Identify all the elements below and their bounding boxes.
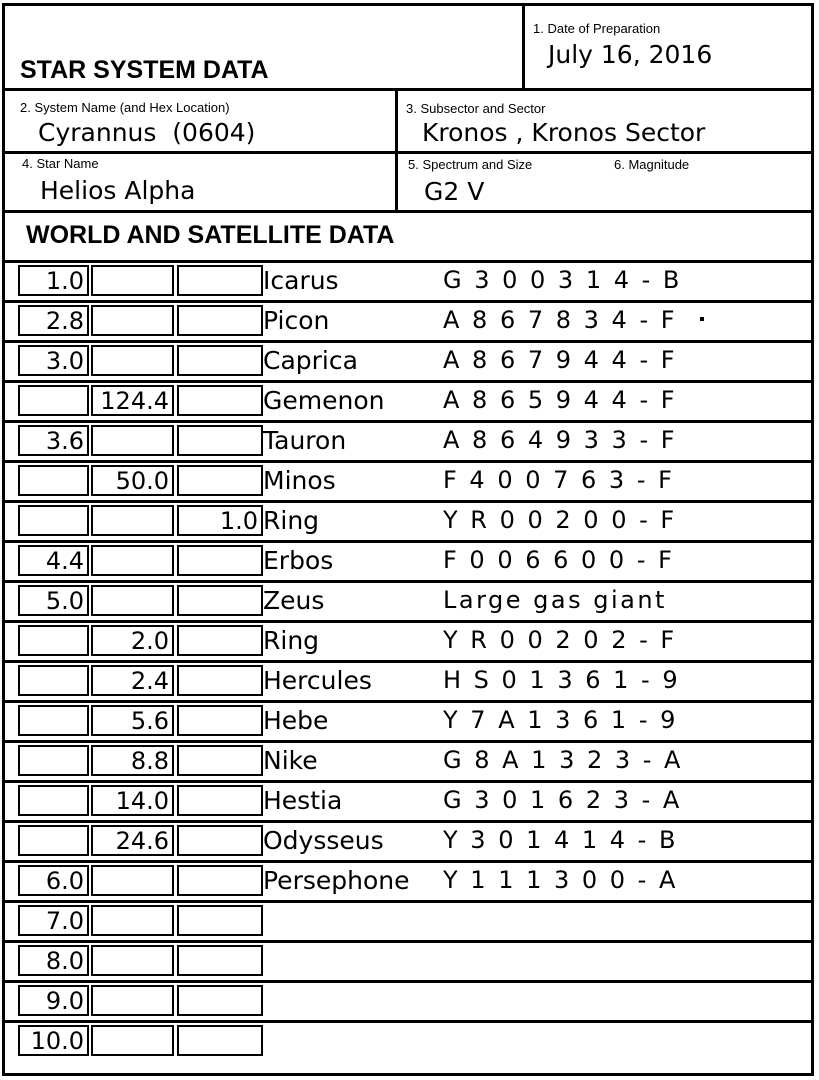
world-name: Hercules — [263, 666, 372, 695]
rule — [5, 88, 811, 91]
ring-orbit-box — [177, 305, 263, 336]
sector-label: 3. Subsector and Sector — [406, 101, 546, 116]
world-row — [5, 623, 811, 660]
ring-orbit-box — [177, 825, 263, 856]
ring-orbit-box — [177, 745, 263, 776]
satellite-orbit-box — [91, 865, 174, 896]
form-title: STAR SYSTEM DATA — [20, 56, 269, 84]
satellite-orbit-box: 24.6 — [91, 825, 174, 856]
satellite-orbit-box — [91, 1025, 174, 1056]
ring-orbit-box — [177, 585, 263, 616]
orbit-box: 1.0 — [18, 265, 89, 296]
world-name: Hestia — [263, 786, 343, 815]
ring-orbit-box: 1.0 — [177, 505, 263, 536]
world-row — [5, 263, 811, 300]
rule — [5, 210, 811, 213]
satellite-orbit-box — [91, 305, 174, 336]
orbit-box: 8.0 — [18, 945, 89, 976]
world-row — [5, 783, 811, 820]
world-name: Erbos — [263, 546, 334, 575]
ring-orbit-box — [177, 665, 263, 696]
world-name: Ring — [263, 626, 320, 655]
world-row — [5, 943, 811, 980]
world-row — [5, 383, 811, 420]
world-name: Zeus — [263, 586, 325, 615]
orbit-box: 3.0 — [18, 345, 89, 376]
satellite-orbit-box: 124.4 — [91, 385, 174, 416]
world-row — [5, 343, 811, 380]
satellite-orbit-box: 2.0 — [91, 625, 174, 656]
satellite-orbit-box — [91, 585, 174, 616]
world-row — [5, 983, 811, 1020]
ring-orbit-box — [177, 945, 263, 976]
world-profile: Y 1 1 1 3 0 0 - A — [443, 866, 678, 894]
world-row — [5, 503, 811, 540]
orbit-box — [18, 785, 89, 816]
world-profile: Y R 0 0 2 0 0 - F — [443, 506, 677, 534]
world-row — [5, 823, 811, 860]
satellite-orbit-box: 14.0 — [91, 785, 174, 816]
world-profile: A 8 6 7 9 4 4 - F — [443, 346, 678, 374]
world-row — [5, 703, 811, 740]
world-profile: G 8 A 1 3 2 3 - A — [443, 746, 683, 774]
system-name-label: 2. System Name (and Hex Location) — [20, 100, 230, 115]
satellite-orbit-box — [91, 945, 174, 976]
ring-orbit-box — [177, 905, 263, 936]
ring-orbit-box — [177, 785, 263, 816]
world-name: Minos — [263, 466, 336, 495]
satellite-orbit-box — [91, 985, 174, 1016]
orbit-box: 3.6 — [18, 425, 89, 456]
world-name: Hebe — [263, 706, 329, 735]
world-name: Ring — [263, 506, 320, 535]
ring-orbit-box — [177, 985, 263, 1016]
orbit-box: 9.0 — [18, 985, 89, 1016]
world-row — [5, 463, 811, 500]
orbit-box — [18, 705, 89, 736]
star-name-label: 4. Star Name — [22, 156, 99, 171]
satellite-orbit-box — [91, 265, 174, 296]
ring-orbit-box — [177, 465, 263, 496]
orbit-box — [18, 825, 89, 856]
orbit-box: 6.0 — [18, 865, 89, 896]
orbit-box: 7.0 — [18, 905, 89, 936]
world-row — [5, 543, 811, 580]
worlds-heading: WORLD AND SATELLITE DATA — [26, 221, 395, 249]
world-row — [5, 863, 811, 900]
world-row — [5, 583, 811, 620]
satellite-orbit-box — [91, 345, 174, 376]
world-row — [5, 663, 811, 700]
ring-orbit-box — [177, 425, 263, 456]
ring-orbit-box — [177, 1025, 263, 1056]
orbit-box — [18, 625, 89, 656]
world-profile: Y R 0 0 2 0 2 - F — [443, 626, 677, 654]
orbit-box — [18, 505, 89, 536]
rule — [5, 151, 811, 154]
world-name: Nike — [263, 746, 318, 775]
world-profile: A 8 6 5 9 4 4 - F — [443, 386, 678, 414]
world-profile: F 0 0 6 6 0 0 - F — [443, 546, 675, 574]
world-profile: A 8 6 4 9 3 3 - F — [443, 426, 678, 454]
orbit-box — [18, 745, 89, 776]
world-profile: G 3 0 1 6 2 3 - A — [443, 786, 682, 814]
world-profile: Y 3 0 1 4 1 4 - B — [443, 826, 678, 854]
magnitude-label: 6. Magnitude — [614, 157, 690, 172]
ring-orbit-box — [177, 345, 263, 376]
system-name-value: Cyrannus (0604) — [38, 118, 256, 147]
world-name: Odysseus — [263, 826, 384, 855]
ring-orbit-box — [177, 705, 263, 736]
world-row — [5, 1023, 811, 1060]
spectrum-value: G2 V — [424, 177, 485, 206]
orbit-box: 10.0 — [18, 1025, 89, 1056]
ring-orbit-box — [177, 545, 263, 576]
world-row — [5, 423, 811, 460]
world-name: Tauron — [263, 426, 347, 455]
satellite-orbit-box — [91, 505, 174, 536]
world-profile: Y 7 A 1 3 6 1 - 9 — [443, 706, 678, 734]
orbit-box — [18, 465, 89, 496]
ring-orbit-box — [177, 625, 263, 656]
date-label: 1. Date of Preparation — [533, 21, 661, 36]
star-system-form — [2, 3, 814, 1076]
world-profile: Large gas giant — [443, 586, 667, 614]
satellite-orbit-box — [91, 425, 174, 456]
satellite-orbit-box: 5.6 — [91, 705, 174, 736]
stray-dot — [700, 317, 704, 321]
ring-orbit-box — [177, 265, 263, 296]
world-row — [5, 303, 811, 340]
world-name: Persephone — [263, 866, 410, 895]
date-value: July 16, 2016 — [548, 40, 713, 69]
ring-orbit-box — [177, 385, 263, 416]
orbit-box — [18, 385, 89, 416]
orbit-box: 4.4 — [18, 545, 89, 576]
satellite-orbit-box: 8.8 — [91, 745, 174, 776]
header-divider — [522, 6, 525, 88]
satellite-orbit-box: 50.0 — [91, 465, 174, 496]
spectrum-label: 5. Spectrum and Size — [408, 157, 533, 172]
sector-value: Kronos , Kronos Sector — [422, 118, 706, 147]
satellite-orbit-box — [91, 545, 174, 576]
world-name: Gemenon — [263, 386, 385, 415]
world-row — [5, 743, 811, 780]
satellite-orbit-box: 2.4 — [91, 665, 174, 696]
world-name: Caprica — [263, 346, 358, 375]
orbit-box: 2.8 — [18, 305, 89, 336]
orbit-box: 5.0 — [18, 585, 89, 616]
world-name: Picon — [263, 306, 330, 335]
orbit-box — [18, 665, 89, 696]
world-row — [5, 903, 811, 940]
world-profile: H S 0 1 3 6 1 - 9 — [443, 666, 681, 694]
world-profile: A 8 6 7 8 3 4 - F — [443, 306, 678, 334]
world-profile: F 4 0 0 7 6 3 - F — [443, 466, 675, 494]
ring-orbit-box — [177, 865, 263, 896]
system-divider — [395, 88, 398, 210]
star-name-value: Helios Alpha — [40, 176, 196, 205]
satellite-orbit-box — [91, 905, 174, 936]
world-name: Icarus — [263, 266, 339, 295]
world-profile: G 3 0 0 3 1 4 - B — [443, 266, 682, 294]
